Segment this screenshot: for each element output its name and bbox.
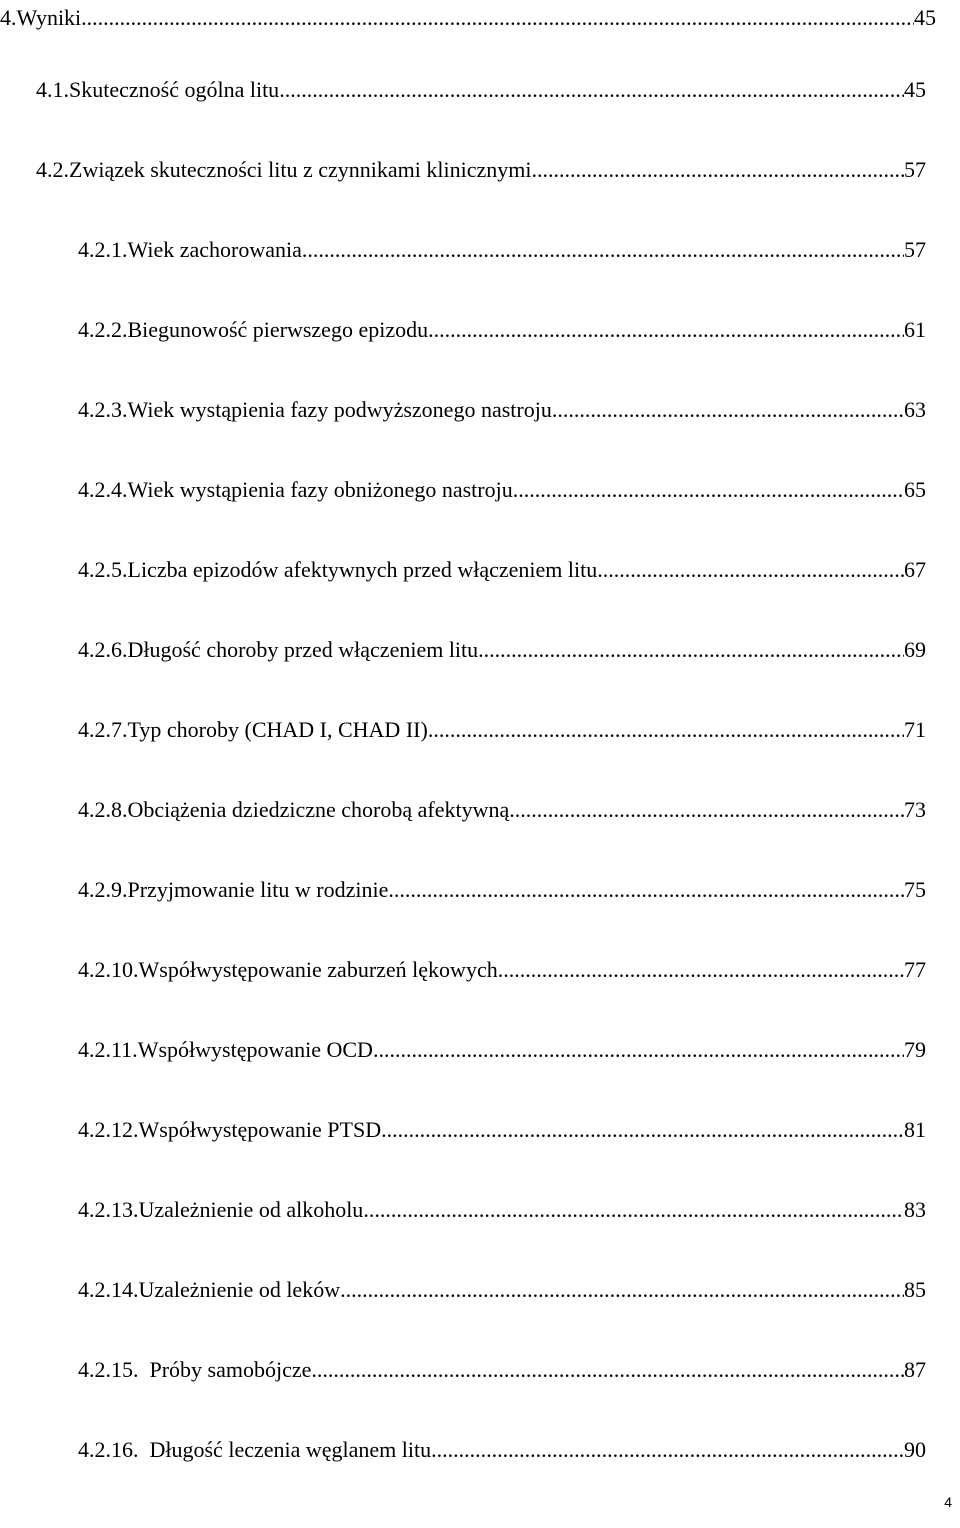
toc-entry-number: 4.2.13. xyxy=(78,1197,139,1222)
toc-entry-title: Związek skuteczności litu z czynnikami klinicznymi xyxy=(69,157,532,182)
toc-entry-number: 4.2.10. xyxy=(78,957,139,982)
toc-entry-title: Długość leczenia węglanem litu xyxy=(149,1437,432,1462)
toc-entry-4 xyxy=(0,0,936,36)
toc-entry-number: 4.2.4. xyxy=(78,477,128,502)
toc-entry-page: 73 xyxy=(904,797,926,822)
toc-entry-number: 4.2.8. xyxy=(78,797,128,822)
toc-entry-page: 45 xyxy=(914,5,936,30)
page-number: 4 xyxy=(944,1494,952,1510)
dot-leader xyxy=(509,792,904,828)
toc-entry-4-2-7 xyxy=(78,712,926,748)
toc-entry-page: 61 xyxy=(904,317,926,342)
dot-leader xyxy=(381,1112,904,1148)
toc-entry-number: 4.2.7. xyxy=(78,717,128,742)
toc-entry-number: 4.2.3. xyxy=(78,397,128,422)
toc-entry-title: Obciążenia dziedziczne chorobą afektywną xyxy=(127,797,510,822)
toc-entry-page: 81 xyxy=(904,1117,926,1142)
toc-entry-4-2-16 xyxy=(78,1432,926,1468)
dot-leader xyxy=(388,872,904,908)
toc-entry-page: 83 xyxy=(904,1197,926,1222)
toc-entry-4-2-1 xyxy=(78,232,926,268)
toc-entry-title: Wyniki xyxy=(16,5,82,30)
toc-entry-4-2-3 xyxy=(78,392,926,428)
toc-entry-4-2-14 xyxy=(78,1272,926,1308)
dot-leader xyxy=(340,1272,904,1308)
toc-entry-page: 57 xyxy=(904,157,926,182)
toc-entry-number: 4.2.9. xyxy=(78,877,128,902)
toc-entry-title: Wiek wystąpienia fazy podwyższonego nastroju xyxy=(127,397,552,422)
toc-entry-title: Współwystępowanie zaburzeń lękowych xyxy=(138,957,498,982)
dot-leader xyxy=(498,952,904,988)
dot-leader xyxy=(311,1352,904,1388)
dot-leader xyxy=(81,0,914,36)
toc-entry-4-2-9 xyxy=(78,872,926,908)
toc-entry-page: 45 xyxy=(904,77,926,102)
toc-entry-page: 87 xyxy=(904,1357,926,1382)
toc-entry-4-2-13 xyxy=(78,1192,926,1228)
toc-entry-4-2-12 xyxy=(78,1112,926,1148)
toc-entry-title: Wiek zachorowania xyxy=(127,237,302,262)
toc-entry-number: 4.2.2. xyxy=(78,317,128,342)
toc-entry-page: 75 xyxy=(904,877,926,902)
dot-leader xyxy=(478,632,904,668)
dot-leader xyxy=(513,472,904,508)
toc-entry-page: 69 xyxy=(904,637,926,662)
toc-entry-title: Uzależnienie od alkoholu xyxy=(138,1197,364,1222)
toc-entry-title: Współwystępowanie PTSD xyxy=(138,1117,382,1142)
toc-entry-title: Wiek wystąpienia fazy obniżonego nastroju xyxy=(127,477,513,502)
toc-entry-page: 57 xyxy=(904,237,926,262)
toc-entry-4-2-11 xyxy=(78,1032,926,1068)
dot-leader xyxy=(373,1032,904,1068)
toc-entry-number: 4.2.6. xyxy=(78,637,128,662)
toc-entry-4-2-6 xyxy=(78,632,926,668)
toc-entry-number: 4.2.16. xyxy=(78,1437,150,1462)
toc-entry-page: 67 xyxy=(904,557,926,582)
toc-entry-page: 90 xyxy=(904,1437,926,1462)
dot-leader xyxy=(531,152,904,188)
toc-entry-number: 4. xyxy=(0,5,17,30)
toc-entry-number: 4.1. xyxy=(36,77,69,102)
toc-entry-4-1 xyxy=(36,72,926,108)
dot-leader xyxy=(431,1432,904,1468)
toc-entry-number: 4.2.14. xyxy=(78,1277,139,1302)
toc-entry-4-2-5 xyxy=(78,552,926,588)
toc-entry-page: 79 xyxy=(904,1037,926,1062)
toc-entry-title: Współwystępowanie OCD xyxy=(137,1037,373,1062)
toc-entry-title: Uzależnienie od leków xyxy=(138,1277,341,1302)
dot-leader xyxy=(597,552,904,588)
dot-leader xyxy=(552,392,904,428)
toc-entry-4-2-15 xyxy=(78,1352,926,1388)
toc-entry-number: 4.2.11. xyxy=(78,1037,138,1062)
toc-entry-page: 65 xyxy=(904,477,926,502)
toc-entry-title: Przyjmowanie litu w rodzinie xyxy=(127,877,389,902)
dot-leader xyxy=(428,712,904,748)
toc-entry-title: Typ choroby (CHAD I, CHAD II) xyxy=(127,717,428,742)
toc-entry-page: 71 xyxy=(904,717,926,742)
toc-entry-page: 85 xyxy=(904,1277,926,1302)
dot-leader xyxy=(302,232,904,268)
toc-entry-page: 63 xyxy=(904,397,926,422)
toc-entry-title: Liczba epizodów afektywnych przed włączeniem litu xyxy=(127,557,598,582)
toc-entry-page: 77 xyxy=(904,957,926,982)
toc-entry-number: 4.2.15. xyxy=(78,1357,150,1382)
toc-entry-number: 4.2.1. xyxy=(78,237,128,262)
toc-entry-4-2-2 xyxy=(78,312,926,348)
toc-entry-4-2-8 xyxy=(78,792,926,828)
toc-entry-title: Biegunowość pierwszego epizodu xyxy=(127,317,429,342)
toc-entry-title: Długość choroby przed włączeniem litu xyxy=(127,637,479,662)
toc-entry-number: 4.2.12. xyxy=(78,1117,139,1142)
dot-leader xyxy=(279,72,904,108)
toc-entry-number: 4.2. xyxy=(36,157,69,182)
toc-entry-title: Skuteczność ogólna litu xyxy=(69,77,280,102)
toc-entry-number: 4.2.5. xyxy=(78,557,128,582)
dot-leader xyxy=(363,1192,904,1228)
toc-entry-title: Próby samobójcze xyxy=(149,1357,312,1382)
toc-entry-4-2-4 xyxy=(78,472,926,508)
toc-entry-4-2-10 xyxy=(78,952,926,988)
dot-leader xyxy=(428,312,904,348)
toc-entry-4-2 xyxy=(36,152,926,188)
